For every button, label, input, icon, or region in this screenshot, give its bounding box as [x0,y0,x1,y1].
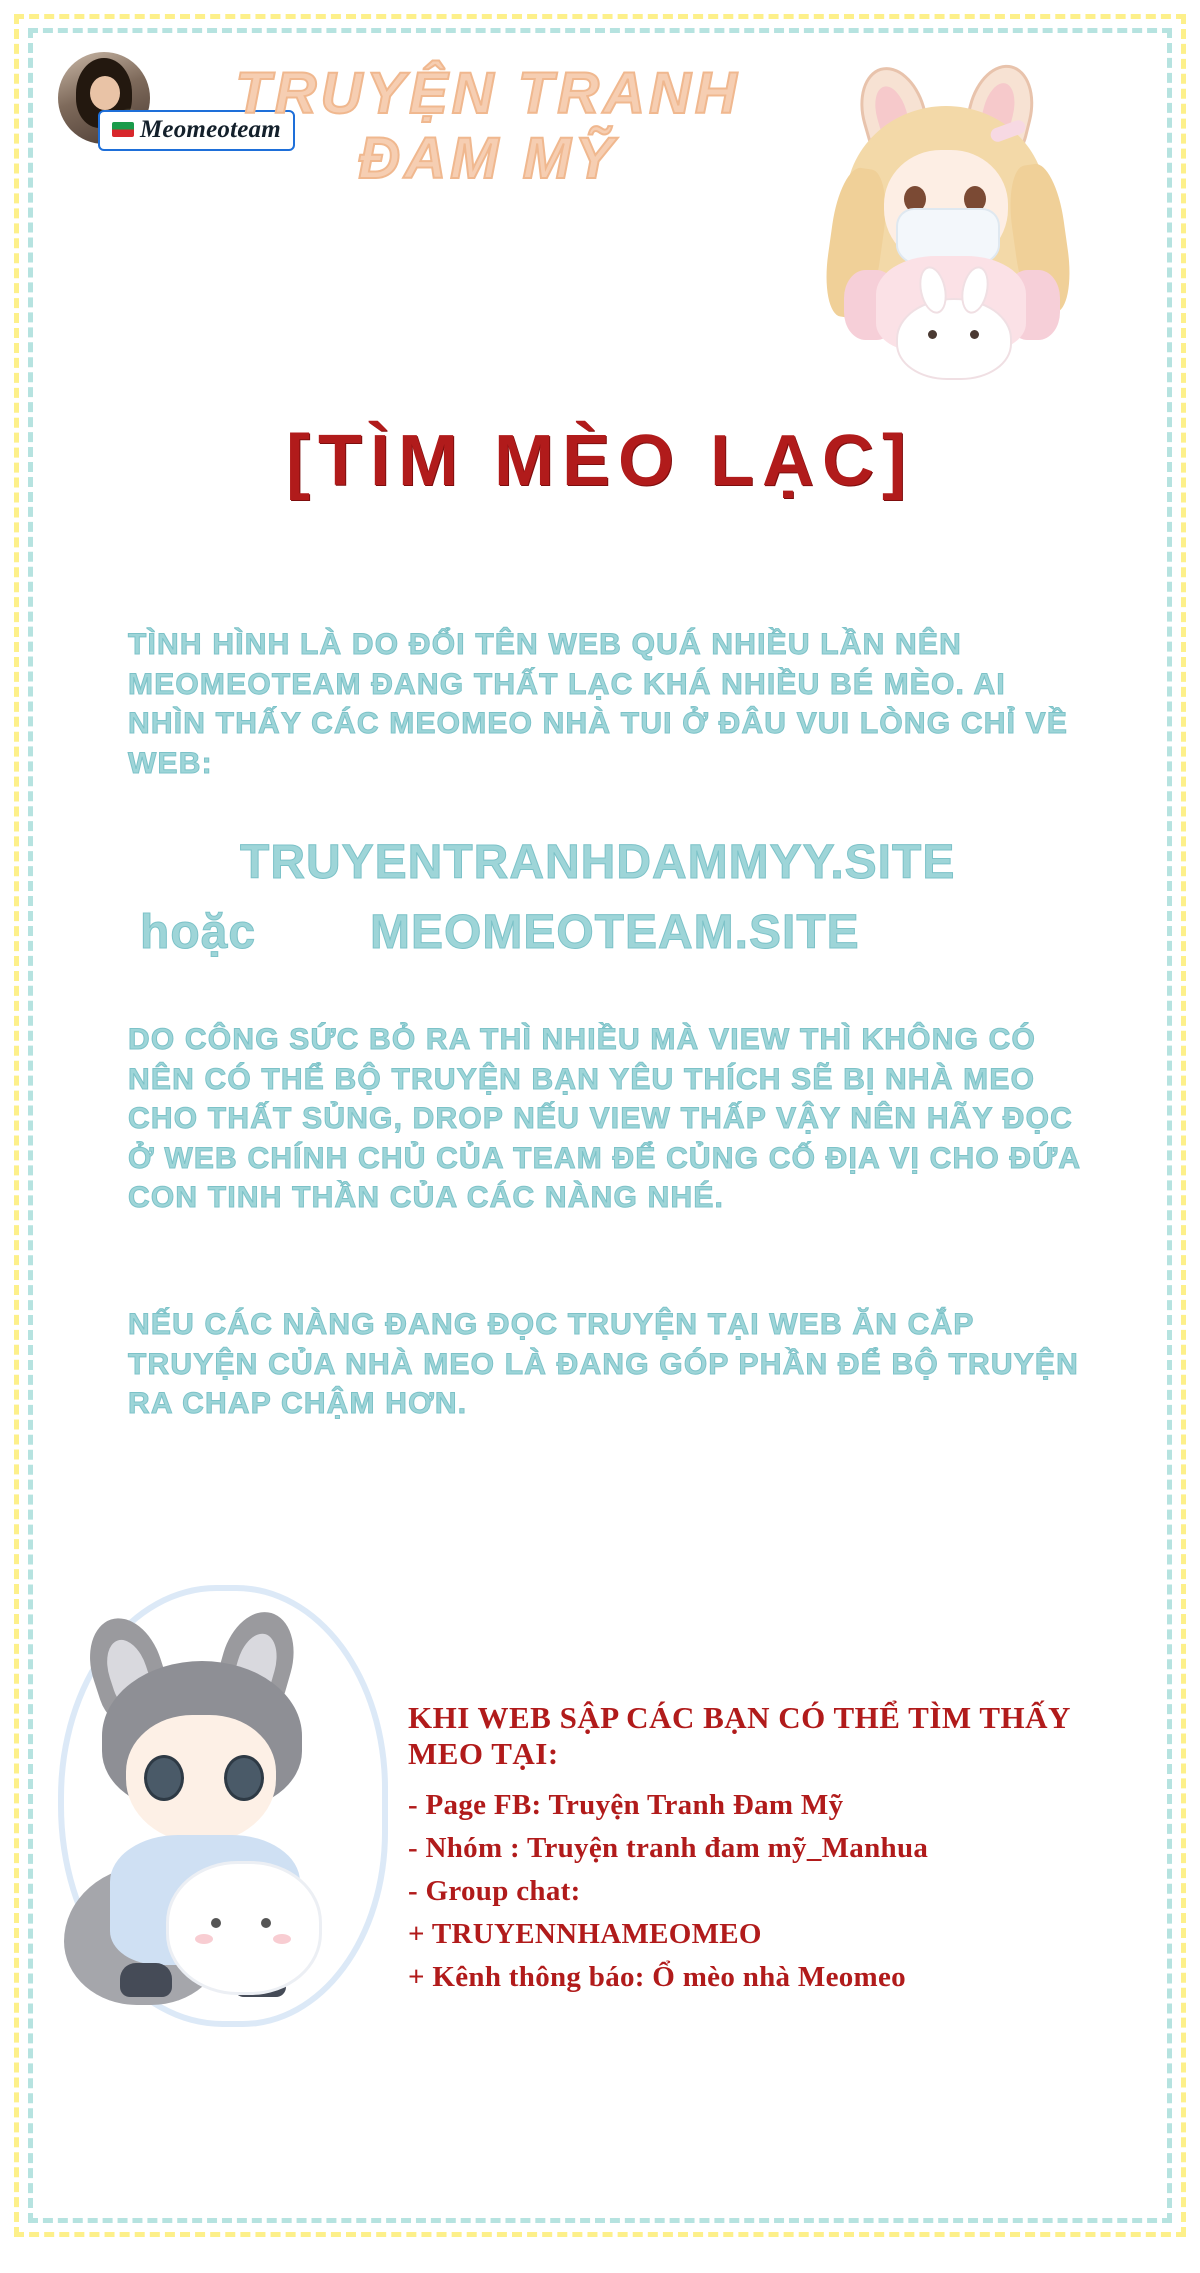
contact-line: - Page FB: Truyện Tranh Đam Mỹ [408,1789,844,1821]
website-secondary-row [140,898,1090,968]
brand-title-line1: TRUYỆN TRANH [235,61,741,126]
contact-line: - Group chat: [408,1874,581,1907]
wolf-eye-right [224,1755,264,1801]
paragraph-intro: TÌNH HÌNH LÀ DO ĐỔI TÊN WEB QUÁ NHIỀU LẦN NÊN MEOMEOTEAM ĐANG THẤT LẠC KHÁ NHIỀU BÉ MÈO. AI NHÌN THẤY CÁC MEOMEO NHÀ TUI Ở ĐÂU VUI LÒNG CHỈ VỀ WEB: [128,628,1069,780]
contact-line: + TRUYENNHAMEOMEO [408,1917,762,1950]
header [48,42,1148,362]
chibi-wolf-illustration [48,1565,388,2035]
contact-line: - Nhóm : Truyện tranh đam mỹ_Manhua [408,1831,929,1864]
website-alternate[interactable]: MEOMEOTEAM.SITE [370,905,860,959]
contact-line: + Kênh thông báo: Ổ mèo nhà Meomeo [408,1960,906,1993]
paragraph-support: DO CÔNG SỨC BỎ RA THÌ NHIỀU MÀ VIEW THÌ KHÔNG CÓ NÊN CÓ THỂ BỘ TRUYỆN BẠN YÊU THÍCH SẼ BỊ NHÀ MEO CHO THẤT SỦNG, DROP NẾU VIEW THẤP VẬY NÊN HÃY ĐỌC Ở WEB CHÍNH CHỦ CỦA TEAM ĐỂ CỦNG CỐ ĐỊA VỊ CHO ĐỨA CON TINH THẦN CỦA CÁC NÀNG NHÉ. [128,1023,1081,1215]
brand-title-line2: ĐAM MỸ [358,125,618,191]
contact-title: KHI WEB SẬP CÁC BẠN CÓ THỂ TÌM THẤY MEO TẠI: [408,1700,1070,1771]
contact-block [408,1700,1148,1999]
bunny-plush-icon [896,298,1012,380]
wolf-eye-left [144,1755,184,1801]
website-primary[interactable]: TRUYENTRANHDAMMYY.SITE [240,836,956,889]
flag-icon [112,122,134,137]
brand-title [208,61,768,191]
website-list [140,828,1090,967]
plush-pillow-icon [166,1861,322,1995]
avatar-face [90,76,120,110]
page-title: [TÌM MÈO LẠC] [286,421,914,501]
wolf-shoe-left [120,1963,172,1997]
paragraph-warning: NẾU CÁC NÀNG ĐANG ĐỌC TRUYỆN TẠI WEB ĂN CẮP TRUYỆN CỦA NHÀ MEO LÀ ĐANG GÓP PHẦN ĐỂ BỘ TRUYỆN RA CHAP CHẬM HƠN. [128,1308,1079,1421]
team-name-label: Meomeoteam [140,116,281,143]
chibi-girl-illustration [818,58,1088,388]
separator-label: hoặc [140,905,257,959]
